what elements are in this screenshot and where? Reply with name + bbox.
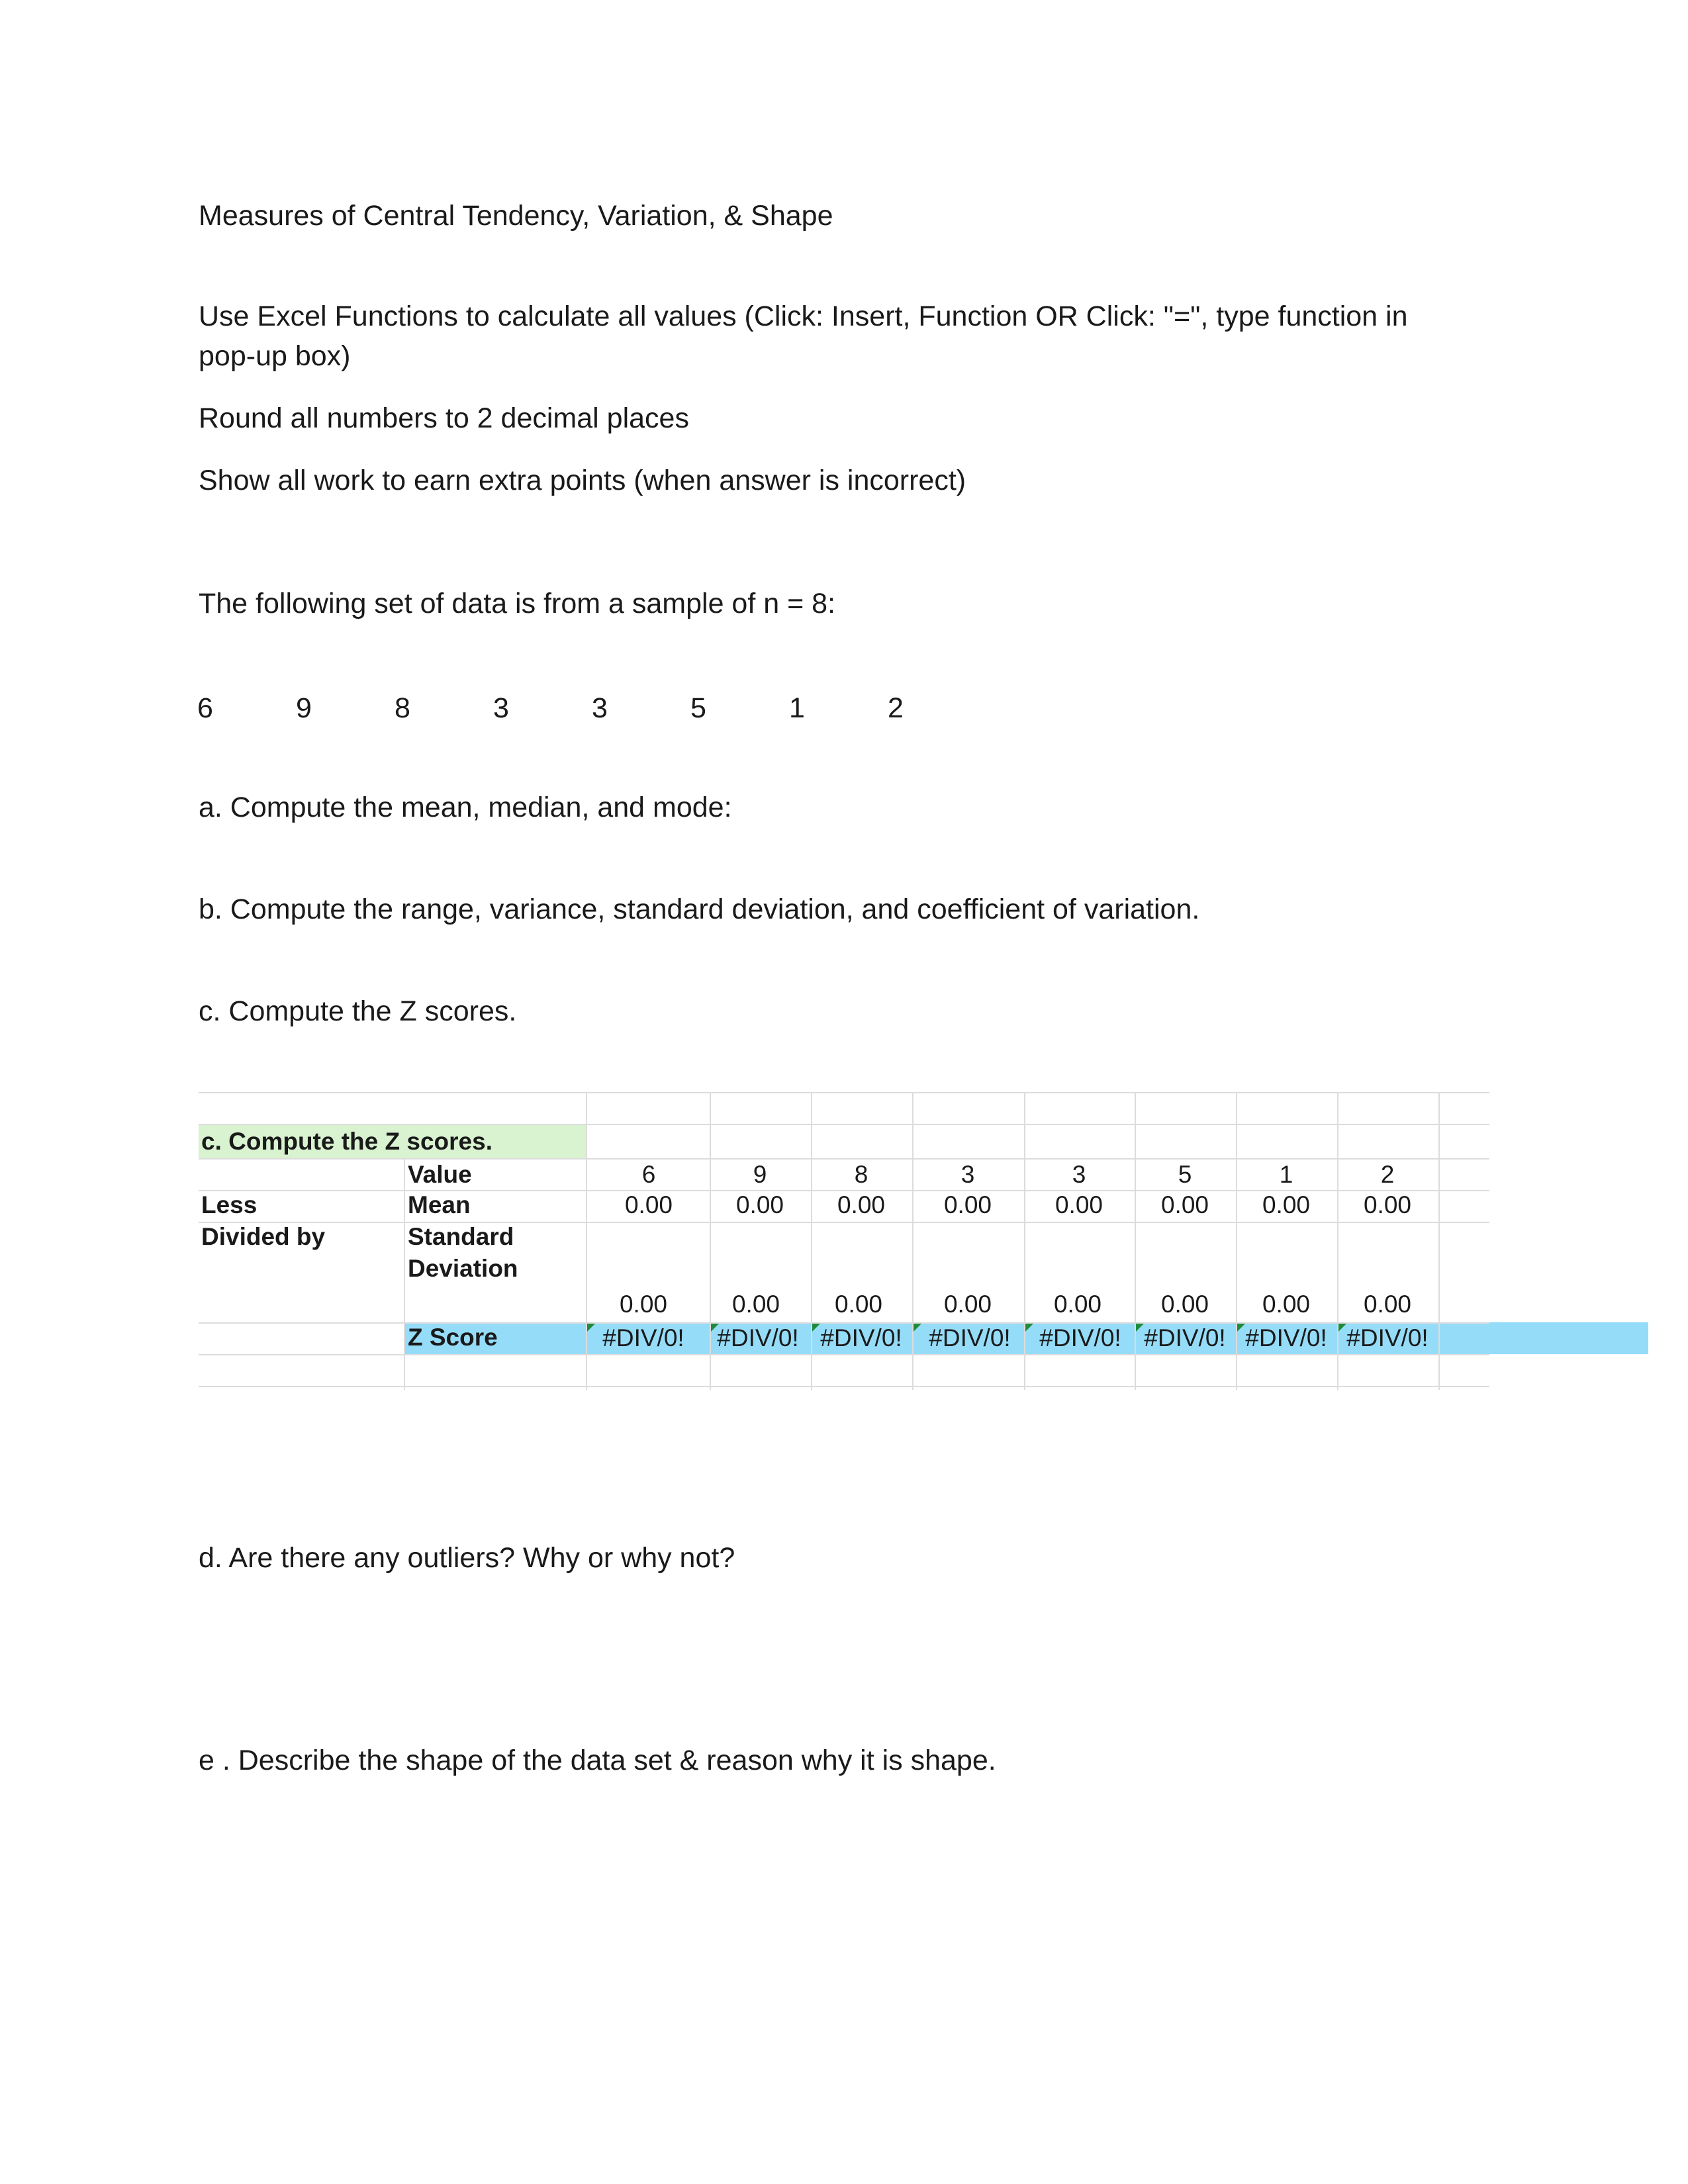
- z-score-cell: #DIV/0!: [929, 1324, 1011, 1351]
- z-score-cell: #DIV/0!: [1144, 1324, 1226, 1351]
- error-indicator-icon: [1136, 1324, 1144, 1332]
- question-b: b. Compute the range, variance, standard deviation, and coefficient of variation.: [199, 893, 1200, 925]
- label-less: Less: [201, 1191, 258, 1218]
- error-indicator-icon: [914, 1324, 921, 1332]
- instruction-rounding: Round all numbers to 2 decimal places: [199, 402, 689, 434]
- data-value: 1: [789, 692, 805, 724]
- mean-cell: 0.00: [1160, 1191, 1209, 1218]
- mean-cell: 0.00: [837, 1191, 885, 1218]
- data-value: 8: [395, 692, 410, 724]
- mean-cell: 0.00: [1055, 1191, 1103, 1218]
- data-value: 9: [296, 692, 312, 724]
- label-z-score: Z Score: [408, 1324, 498, 1351]
- std-dev-cell: 0.00: [1262, 1291, 1310, 1318]
- mean-cell: 0.00: [943, 1191, 992, 1218]
- label-standard: Standard: [408, 1223, 514, 1250]
- error-indicator-icon: [1025, 1324, 1033, 1332]
- question-c: c. Compute the Z scores.: [199, 995, 517, 1027]
- instruction-show-work: Show all work to earn extra points (when answer is incorrect): [199, 465, 966, 496]
- label-divided-by: Divided by: [201, 1223, 326, 1250]
- sheet-header: c. Compute the Z scores.: [201, 1128, 492, 1155]
- z-score-cell: #DIV/0!: [1039, 1324, 1121, 1351]
- label-mean: Mean: [408, 1191, 471, 1218]
- value-cell: 9: [753, 1161, 767, 1188]
- value-cell: 1: [1279, 1161, 1293, 1188]
- error-indicator-icon: [812, 1324, 820, 1332]
- page-title: Measures of Central Tendency, Variation, & Shape: [199, 200, 833, 232]
- std-dev-cell: 0.00: [943, 1291, 992, 1318]
- value-cell: 5: [1178, 1161, 1192, 1188]
- std-dev-cell: 0.00: [1363, 1291, 1411, 1318]
- z-score-cell: #DIV/0!: [1245, 1324, 1327, 1351]
- std-dev-cell: 0.00: [731, 1291, 780, 1318]
- value-cell: 3: [961, 1161, 975, 1188]
- zscore-spreadsheet: [199, 1092, 1489, 1390]
- question-a: a. Compute the mean, median, and mode:: [199, 792, 732, 823]
- z-score-cell: #DIV/0!: [602, 1324, 684, 1351]
- instruction-excel-functions: Use Excel Functions to calculate all values (Click: Insert, Function OR Click: "=", type function in pop-up box): [199, 300, 1408, 372]
- error-indicator-icon: [1237, 1324, 1245, 1332]
- std-dev-cell: 0.00: [834, 1291, 882, 1318]
- std-dev-cell: 0.00: [1053, 1291, 1102, 1318]
- error-indicator-icon: [1338, 1324, 1346, 1332]
- data-value: 2: [888, 692, 904, 724]
- question-d: d. Are there any outliers? Why or why not?: [199, 1542, 735, 1574]
- z-score-cell: #DIV/0!: [1346, 1324, 1429, 1351]
- error-indicator-icon: [711, 1324, 719, 1332]
- data-intro: The following set of data is from a sample of n = 8:: [199, 588, 836, 619]
- error-indicator-icon: [587, 1324, 595, 1332]
- label-value: Value: [408, 1161, 472, 1188]
- data-value: 6: [197, 692, 213, 724]
- value-cell: 6: [641, 1161, 656, 1188]
- data-values-row: [0, 688, 1688, 735]
- mean-cell: 0.00: [1262, 1191, 1310, 1218]
- z-score-cell: #DIV/0!: [717, 1324, 799, 1351]
- value-cell: 3: [1072, 1161, 1086, 1188]
- data-value: 5: [690, 692, 706, 724]
- std-dev-cell: 0.00: [1160, 1291, 1209, 1318]
- question-e: e . Describe the shape of the data set & reason why it is shape.: [199, 1745, 996, 1776]
- z-score-cell: #DIV/0!: [820, 1324, 902, 1351]
- mean-cell: 0.00: [735, 1191, 784, 1218]
- mean-cell: 0.00: [1363, 1191, 1411, 1218]
- std-dev-cell: 0.00: [619, 1291, 667, 1318]
- mean-cell: 0.00: [624, 1191, 673, 1218]
- value-cell: 8: [854, 1161, 868, 1188]
- label-deviation: Deviation: [408, 1255, 518, 1282]
- data-value: 3: [493, 692, 509, 724]
- value-cell: 2: [1380, 1161, 1395, 1188]
- data-value: 3: [592, 692, 608, 724]
